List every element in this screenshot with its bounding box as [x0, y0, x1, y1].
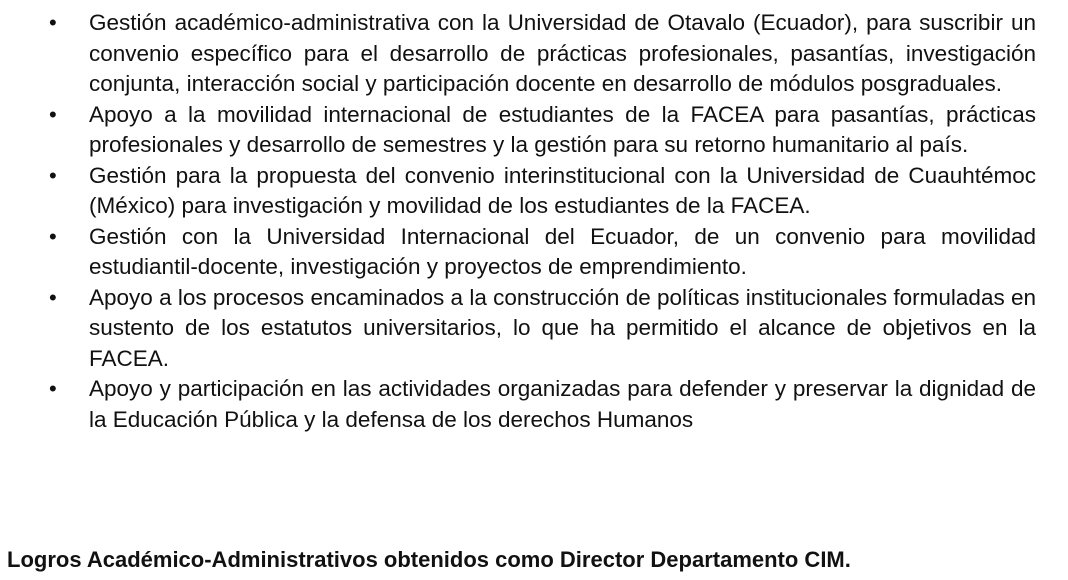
bullet-marker: •: [49, 223, 57, 249]
bullet-marker: •: [49, 284, 57, 310]
list-item: [0, 8, 1068, 100]
list-item-text: Apoyo a los procesos encaminados a la construcción de políticas institucionales formuladas en sustento de los estatutos universitarios, lo que ha permitido el alcance de objetivos en la FACEA.: [89, 284, 1036, 371]
list-item: [0, 222, 1068, 283]
bullet-marker: •: [49, 162, 57, 188]
list-item-text: Apoyo y participación en las actividades organizadas para defender y preservar la dignidad de la Educación Pública y la defensa de los derechos Humanos: [89, 376, 1036, 432]
list-item: [0, 283, 1068, 375]
bullet-marker: •: [49, 376, 57, 401]
bullet-marker: •: [49, 10, 57, 35]
list-item: [0, 100, 1068, 161]
list-item: [0, 161, 1068, 222]
bullet-marker: •: [49, 101, 57, 127]
achievements-list: [0, 8, 1068, 435]
list-item: [0, 374, 1068, 435]
list-item-text: Apoyo a la movilidad internacional de estudiantes de la FACEA para pasantías, prácticas profesionales y desarrollo de semestres y la gestión para su retorno humanitario al país.: [89, 101, 1036, 157]
list-item-text: Gestión para la propuesta del convenio interinstitucional con la Universidad de Cuauhtémoc (México) para investigación y movilidad de los estudiantes de la FACEA.: [89, 162, 1036, 218]
list-item-text: Gestión académico-administrativa con la Universidad de Otavalo (Ecuador), para suscribir un convenio específico para el desarrollo de prácticas profesionales, pasantías, investigación conjunta, interacción social y participación docente en desarrollo de módulos posgraduales.: [89, 10, 1036, 96]
section-heading: Logros Académico-Administrativos obtenidos como Director Departamento CIM.: [7, 547, 851, 572]
list-item-text: Gestión con la Universidad Internacional del Ecuador, de un convenio para movilidad estudiantil-docente, investigación y proyectos de emprendimiento.: [89, 223, 1036, 279]
